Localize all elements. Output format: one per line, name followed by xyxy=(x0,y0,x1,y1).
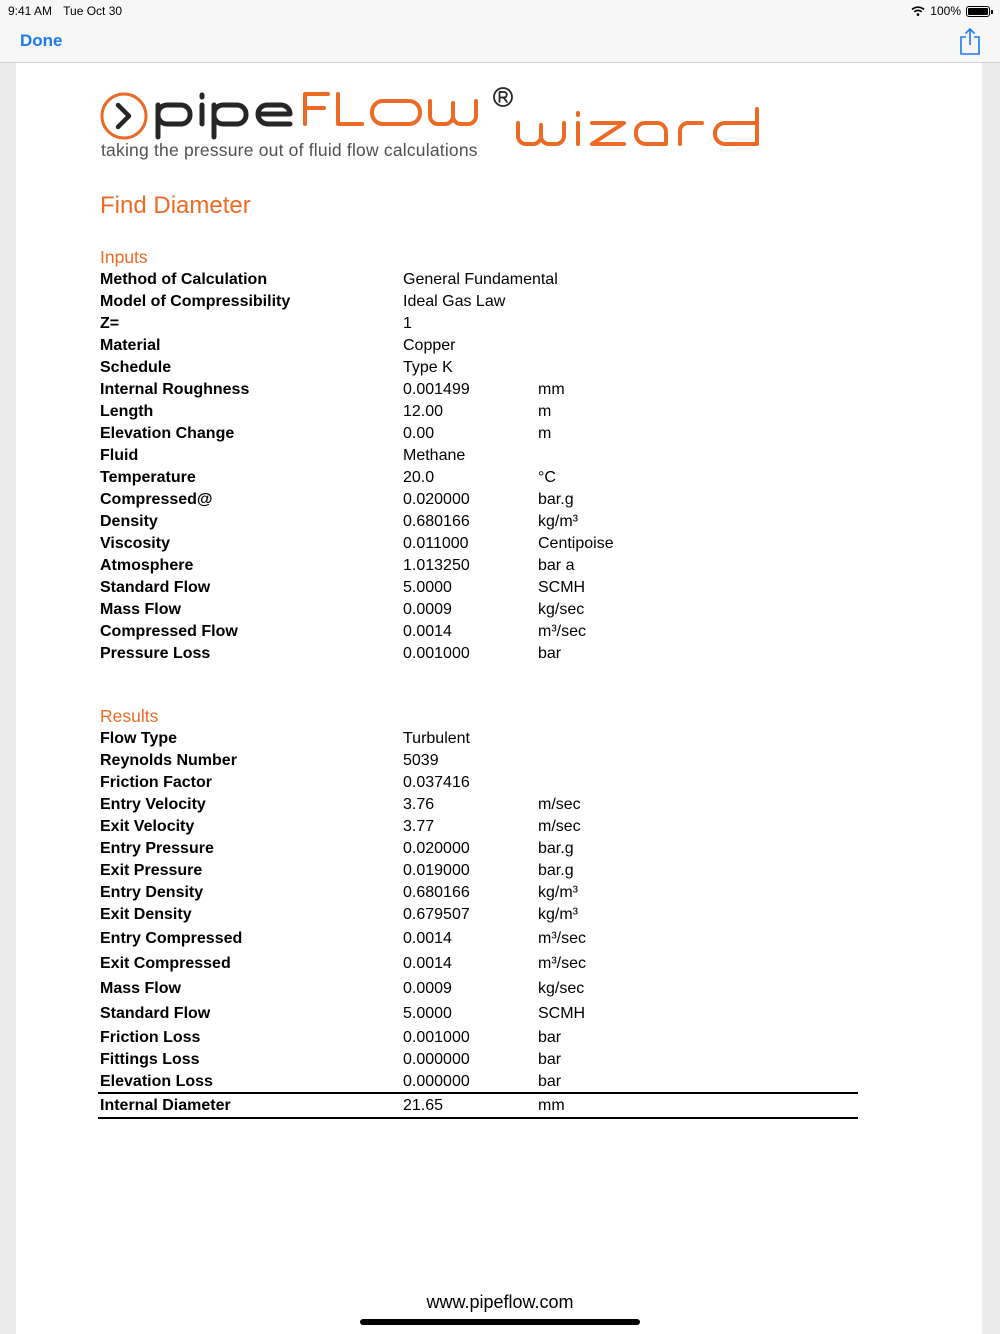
row-label: Method of Calculation xyxy=(100,271,268,288)
row-label: Exit Velocity xyxy=(100,818,195,835)
row-unit: bar xyxy=(538,1029,562,1046)
row-unit: m³/sec xyxy=(538,955,586,972)
row-value: 0.011000 xyxy=(403,535,469,552)
row-value: 3.76 xyxy=(403,796,435,813)
table-row xyxy=(100,643,860,665)
row-value: 5039 xyxy=(403,752,439,769)
table-row xyxy=(100,599,860,621)
table-row xyxy=(100,882,860,904)
status-right xyxy=(911,4,990,18)
row-unit: m xyxy=(538,403,552,420)
row-label: Compressed Flow xyxy=(100,623,238,640)
row-label: Entry Compressed xyxy=(100,930,243,947)
row-unit: m xyxy=(538,425,552,442)
table-row xyxy=(100,816,860,838)
table-row xyxy=(100,533,860,555)
table-row xyxy=(100,1049,860,1071)
row-value: Ideal Gas Law xyxy=(403,293,506,310)
row-label: Elevation Change xyxy=(100,425,235,442)
row-label: Temperature xyxy=(100,469,196,486)
document-page xyxy=(16,63,982,1334)
wifi-icon xyxy=(911,6,925,16)
row-value: 0.020000 xyxy=(403,491,470,508)
table-row xyxy=(100,1071,860,1093)
share-icon[interactable] xyxy=(959,27,981,55)
row-value: 5.0000 xyxy=(403,1005,452,1022)
battery-percent: 100% xyxy=(930,4,961,18)
table-row xyxy=(100,928,860,950)
table-row xyxy=(100,838,860,860)
row-label: Fittings Loss xyxy=(100,1051,200,1068)
row-value: 0.000000 xyxy=(403,1051,470,1068)
row-label: Friction Loss xyxy=(100,1029,201,1046)
row-label: Length xyxy=(100,403,154,420)
table-row xyxy=(100,445,860,467)
row-unit: °C xyxy=(538,469,556,486)
row-label: Mass Flow xyxy=(100,980,181,997)
row-unit: kg/sec xyxy=(538,601,585,618)
table-row xyxy=(100,1003,860,1025)
table-row xyxy=(100,357,860,379)
row-label: Fluid xyxy=(100,447,139,464)
row-value: Type K xyxy=(403,359,453,376)
table-row xyxy=(100,489,860,511)
row-value: 0.0014 xyxy=(403,955,452,972)
row-value: 0.019000 xyxy=(403,862,470,879)
row-label: Model of Compressibility xyxy=(100,293,291,310)
row-value: 0.00 xyxy=(403,425,435,442)
table-row xyxy=(100,511,860,533)
row-label: Entry Density xyxy=(100,884,204,901)
row-label: Entry Pressure xyxy=(100,840,214,857)
row-value: 1 xyxy=(403,315,412,332)
table-row xyxy=(100,978,860,1000)
row-unit: kg/m³ xyxy=(538,884,578,901)
row-unit: SCMH xyxy=(538,1005,586,1022)
table-row xyxy=(100,335,860,357)
row-unit: Centipoise xyxy=(538,535,614,552)
row-value: 0.020000 xyxy=(403,840,470,857)
row-value: 3.77 xyxy=(403,818,435,835)
inputs-header: Inputs xyxy=(100,247,148,267)
row-unit: bar xyxy=(538,1051,562,1068)
page-title: Find Diameter xyxy=(100,192,251,219)
row-label: Exit Density xyxy=(100,906,192,923)
row-unit: bar.g xyxy=(538,862,574,879)
row-unit: bar a xyxy=(538,557,575,574)
table-row xyxy=(100,794,860,816)
row-unit: bar xyxy=(538,1073,562,1090)
row-unit: SCMH xyxy=(538,579,586,596)
row-unit: kg/m³ xyxy=(538,906,578,923)
table-row xyxy=(100,577,860,599)
row-label: Density xyxy=(100,513,158,530)
status-left xyxy=(8,4,130,18)
table-row xyxy=(100,555,860,577)
divider-bottom xyxy=(98,1117,858,1119)
row-label: Entry Velocity xyxy=(100,796,206,813)
row-value: 0.0014 xyxy=(403,623,452,640)
row-label: Standard Flow xyxy=(100,1005,211,1022)
row-unit: bar xyxy=(538,645,562,662)
row-label: Standard Flow xyxy=(100,579,211,596)
table-row xyxy=(100,860,860,882)
table-row xyxy=(100,772,860,794)
row-label: Viscosity xyxy=(100,535,170,552)
row-unit: m³/sec xyxy=(538,930,586,947)
row-value: 0.001000 xyxy=(403,645,470,662)
table-row xyxy=(100,291,860,313)
home-indicator[interactable] xyxy=(360,1319,640,1325)
row-label: Compressed@ xyxy=(100,491,213,508)
row-value: 0.679507 xyxy=(403,906,470,923)
row-value: Methane xyxy=(403,447,466,464)
row-value: 0.001499 xyxy=(403,381,470,398)
row-label: Elevation Loss xyxy=(100,1073,213,1090)
table-row xyxy=(100,621,860,643)
row-label: Exit Pressure xyxy=(100,862,203,879)
row-label: Reynolds Number xyxy=(100,752,237,769)
row-value: 20.0 xyxy=(403,469,435,486)
status-date: Tue Oct 30 xyxy=(63,4,123,18)
row-unit: mm xyxy=(538,1097,565,1114)
row-label: Atmosphere xyxy=(100,557,194,574)
table-row xyxy=(100,313,860,335)
row-label: Mass Flow xyxy=(100,601,181,618)
row-unit: bar.g xyxy=(538,840,574,857)
done-button[interactable]: Done xyxy=(20,31,63,50)
row-label: Flow Type xyxy=(100,730,178,747)
row-unit: m/sec xyxy=(538,796,581,813)
table-row xyxy=(100,904,860,926)
row-label: Exit Compressed xyxy=(100,955,231,972)
row-label: Material xyxy=(100,337,161,354)
table-row xyxy=(100,728,860,750)
row-label: Friction Factor xyxy=(100,774,213,791)
row-unit: kg/sec xyxy=(538,980,585,997)
row-value: 5.0000 xyxy=(403,579,452,596)
row-value: 12.00 xyxy=(403,403,444,420)
row-label: Pressure Loss xyxy=(100,645,211,662)
row-value: 0.0014 xyxy=(403,930,452,947)
row-label: Schedule xyxy=(100,359,172,376)
results-header: Results xyxy=(100,706,159,726)
status-time: 9:41 AM xyxy=(8,4,53,18)
row-value: 0.680166 xyxy=(403,513,470,530)
row-label: Internal Diameter xyxy=(100,1097,231,1114)
table-row xyxy=(100,953,860,975)
row-value: 0.680166 xyxy=(403,884,470,901)
internal-diameter-row xyxy=(100,1095,860,1117)
row-value: General Fundamental xyxy=(403,271,558,288)
row-label: Z= xyxy=(100,315,120,332)
table-row xyxy=(100,750,860,772)
status-bar xyxy=(0,0,1000,22)
row-value: Copper xyxy=(403,337,456,354)
row-unit: m/sec xyxy=(538,818,581,835)
row-label: Internal Roughness xyxy=(100,381,250,398)
battery-icon xyxy=(966,6,990,17)
row-value: 0.001000 xyxy=(403,1029,470,1046)
nav-bar xyxy=(0,22,1000,63)
row-value: 0.037416 xyxy=(403,774,470,791)
table-row xyxy=(100,1027,860,1049)
table-row xyxy=(100,467,860,489)
table-row xyxy=(100,379,860,401)
row-value: 0.0009 xyxy=(403,980,452,997)
footer-url: www.pipeflow.com xyxy=(426,1292,574,1312)
row-value: 0.0009 xyxy=(403,601,452,618)
table-row xyxy=(100,401,860,423)
logo-tagline: taking the pressure out of fluid flow calculations xyxy=(101,140,478,160)
row-unit: kg/m³ xyxy=(538,513,578,530)
row-value: 0.000000 xyxy=(403,1073,470,1090)
table-row xyxy=(100,269,860,291)
table-row xyxy=(100,423,860,445)
row-value: 21.65 xyxy=(403,1097,444,1114)
row-unit: bar.g xyxy=(538,491,574,508)
divider-top xyxy=(98,1092,858,1094)
row-value: Turbulent xyxy=(403,730,470,747)
row-unit: m³/sec xyxy=(538,623,586,640)
row-unit: mm xyxy=(538,381,565,398)
row-value: 1.013250 xyxy=(403,557,470,574)
